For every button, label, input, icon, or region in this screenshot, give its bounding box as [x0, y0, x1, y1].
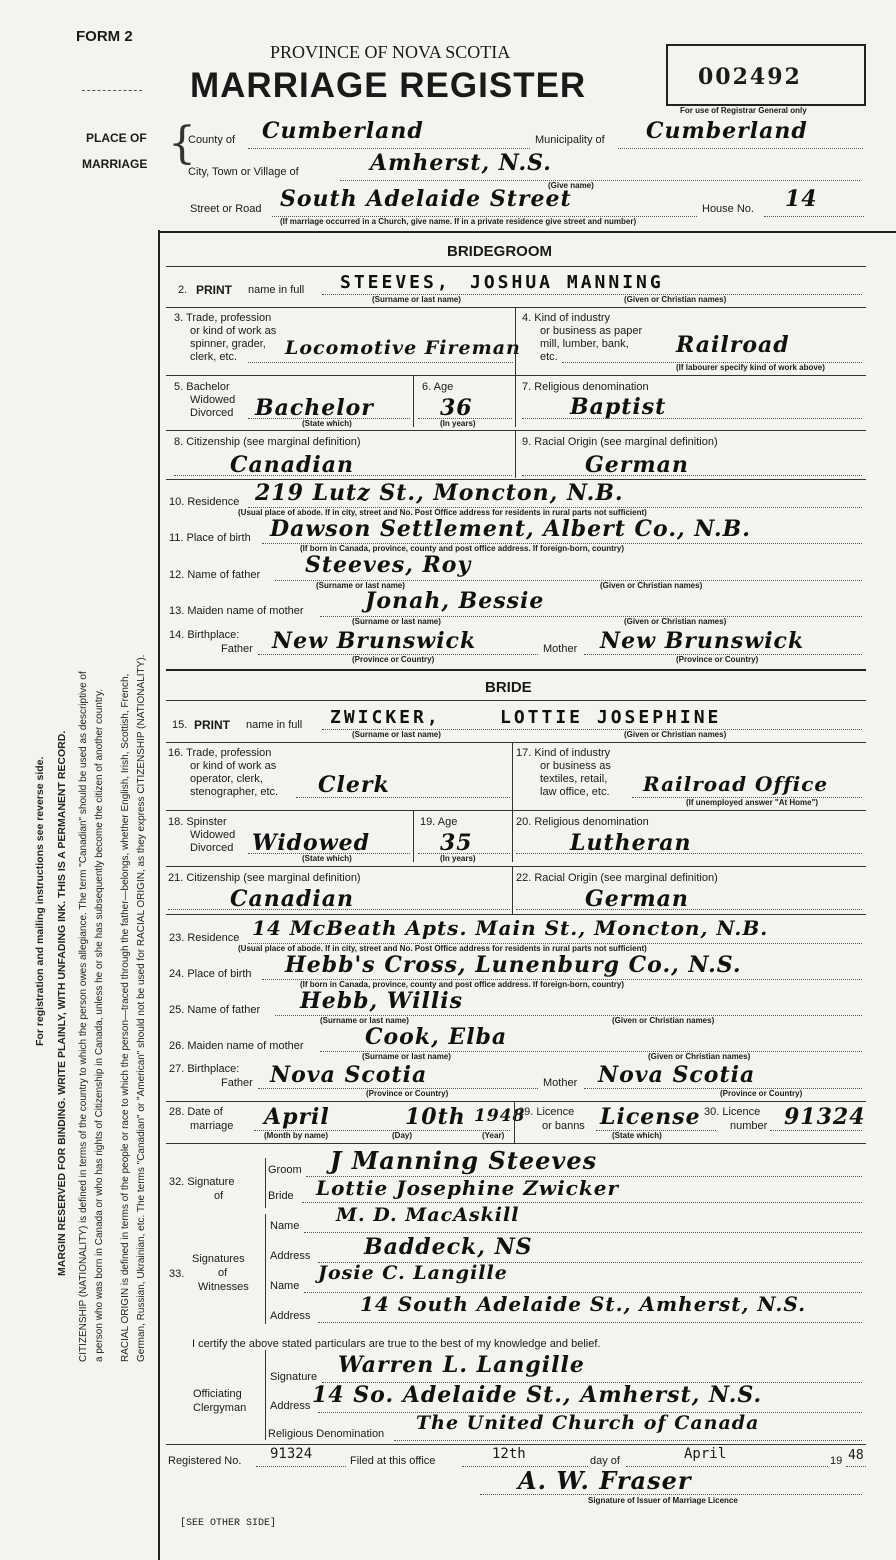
- br-religion-label: 20. Religious denomination: [516, 816, 649, 828]
- licence-caption: (State which): [612, 1131, 662, 1140]
- br-racial-label: 22. Racial Origin (see marginal definition): [516, 872, 718, 884]
- witness-label-1: Signatures: [192, 1253, 245, 1265]
- bg-racial-value: German: [585, 452, 689, 478]
- br-racial-value: German: [585, 886, 689, 912]
- br-bp-label: 27. Birthplace:: [169, 1063, 240, 1075]
- bg-bp-father-value: New Brunswick: [272, 628, 477, 654]
- county-value: Cumberland: [262, 118, 424, 144]
- witness2-name-label: Name: [270, 1280, 300, 1292]
- br-industry-value: Railroad Office: [643, 772, 829, 796]
- br-residence-value: 14 McBeath Apts. Main St., Moncton, N.B.: [252, 916, 769, 940]
- give-name-caption: (Give name): [548, 181, 594, 190]
- bg-bp-father-caption: (Province or Country): [352, 655, 435, 664]
- bg-status-l3: Divorced: [190, 407, 234, 419]
- bg-mother-label: 13. Maiden name of mother: [169, 605, 304, 617]
- br-citizenship-label: 21. Citizenship (see marginal definition): [168, 872, 361, 884]
- house-value: 14: [785, 186, 818, 212]
- bg-trade-l2: or kind of work as: [190, 325, 277, 337]
- margin-line-5: RACIAL ORIGIN is defined in terms of the people or race to which the person—traced through the father—belongs, whether English, Irish, Scottish, French,: [120, 673, 131, 1362]
- br-name-print: PRINT: [194, 718, 230, 732]
- filed-year-prefix: 19: [830, 1455, 843, 1467]
- br-trade-label: [168, 747, 278, 799]
- br-bp-father-label: Father: [221, 1077, 253, 1089]
- bg-birthplace-label: 11. Place of birth: [169, 532, 251, 544]
- br-ind-l4: law office, etc.: [540, 786, 610, 798]
- br-birthplace-caption: (If born in Canada, province, county and post office address. If foreign-born, country): [300, 980, 625, 989]
- day-of-label: day of: [590, 1455, 620, 1467]
- groom-signature: J Manning Steeves: [330, 1146, 598, 1175]
- br-status-label: [168, 816, 235, 855]
- filed-year-suffix: 48: [848, 1448, 864, 1463]
- clergy-address-label: Address: [270, 1400, 311, 1412]
- witness1-address: Baddeck, NS: [364, 1234, 533, 1260]
- br-age-label: 19. Age: [420, 816, 458, 828]
- county-label: County of: [188, 134, 236, 146]
- bg-father-label: 12. Name of father: [169, 569, 261, 581]
- bg-surname: STEEVES,: [340, 272, 451, 293]
- bg-ind-l4: etc.: [540, 351, 558, 363]
- province-heading: PROVINCE OF NOVA SCOTIA: [270, 42, 511, 62]
- bg-father-given-caption: (Given or Christian names): [600, 581, 703, 590]
- bg-bp-mother-value: New Brunswick: [600, 628, 805, 654]
- bg-age-label: 6. Age: [422, 381, 454, 393]
- bg-citizenship-label: 8. Citizenship (see marginal definition): [174, 436, 361, 448]
- licence-value: License: [600, 1104, 701, 1130]
- street-label: Street or Road: [190, 203, 262, 215]
- margin-line-6: German, Russian, Ukrainian, etc. The terms "Canadian" or "American" should not be used for RACIAL ORIGIN, as they express CITIZENSHIP (NATIONALITY).: [136, 654, 147, 1362]
- br-trade-value: Clerk: [318, 772, 390, 798]
- br-name-label: name in full: [246, 719, 303, 731]
- licence-num-value: 91324: [784, 1104, 866, 1130]
- bg-ind-l3: mill, lumber, bank,: [540, 338, 629, 350]
- filed-month: April: [684, 1446, 727, 1462]
- licence-label-2: or banns: [542, 1120, 585, 1132]
- br-mother-given-caption: (Given or Christian names): [648, 1052, 751, 1061]
- marriage-year: 1948: [474, 1106, 526, 1126]
- bg-trade-l4: clerk, etc.: [190, 351, 238, 363]
- filed-label: Filed at this office: [350, 1455, 436, 1467]
- registrar-note: For use of Registrar General only: [680, 106, 807, 115]
- br-birthplace-value: Hebb's Cross, Lunenburg Co., N.S.: [285, 952, 742, 978]
- br-citizenship-value: Canadian: [230, 886, 355, 912]
- bridegroom-heading: BRIDEGROOM: [447, 243, 552, 260]
- street-value: South Adelaide Street: [280, 186, 572, 212]
- groom-label: Groom: [268, 1164, 302, 1176]
- municipality-value: Cumberland: [646, 118, 808, 144]
- day-caption: (Day): [392, 1131, 413, 1140]
- bg-father-value: Steeves, Roy: [305, 552, 472, 578]
- bg-status-caption: (State which): [302, 419, 352, 428]
- bg-residence-label: 10. Residence: [169, 496, 240, 508]
- issuer-signature: A. W. Fraser: [518, 1466, 692, 1495]
- margin-line-2: MARGIN RESERVED FOR BINDING. WRITE PLAINLY, WITH UNFADING INK. THIS IS A PERMANENT RECORD.: [56, 730, 68, 1276]
- bg-citizenship-value: Canadian: [230, 452, 355, 478]
- br-mother-value: Cook, Elba: [365, 1024, 508, 1050]
- clergy-address: 14 So. Adelaide St., Amherst, N.S.: [312, 1382, 763, 1408]
- sig-label-1: 32. Signature: [169, 1176, 235, 1188]
- bg-father-surname-caption: (Surname or last name): [316, 581, 405, 590]
- licence-num-label-1: 30. Licence: [704, 1106, 761, 1118]
- witness1-name: M. D. MacAskill: [336, 1204, 520, 1226]
- br-bp-mother-caption: (Province or Country): [720, 1089, 803, 1098]
- br-surname: ZWICKER,: [330, 707, 441, 728]
- bg-mother-value: Jonah, Bessie: [365, 588, 545, 614]
- officiating-label-1: Officiating: [193, 1388, 242, 1400]
- br-trade-l1: 16. Trade, profession: [168, 747, 272, 759]
- form-label: FORM 2: [76, 28, 133, 45]
- bg-given-caption: (Given or Christian names): [624, 295, 727, 304]
- br-father-surname-caption: (Surname or last name): [320, 1016, 409, 1025]
- br-given-caption: (Given or Christian names): [624, 730, 727, 739]
- clergy-signature: Warren L. Langille: [338, 1352, 585, 1378]
- br-ind-l1: 17. Kind of industry: [516, 747, 611, 759]
- city-value: Amherst, N.S.: [370, 150, 552, 176]
- bg-trade-l1: 3. Trade, profession: [174, 312, 272, 324]
- bg-bp-mother-caption: (Province or Country): [676, 655, 759, 664]
- denomination-label: Religious Denomination: [268, 1428, 385, 1440]
- br-given: LOTTIE JOSEPHINE: [500, 707, 722, 728]
- margin-line-4: a person who was born in Canada or who has rights of Citizenship in Canada, unless he or she has subsequently become the citizen of another country.: [94, 689, 105, 1362]
- bg-name-print: PRINT: [196, 283, 232, 297]
- church-note: (If marriage occurred in a Church, give name. If in a private residence give street and number): [280, 217, 637, 226]
- date-label-2: marriage: [190, 1120, 234, 1132]
- bg-mother-given-caption: (Given or Christian names): [624, 617, 727, 626]
- bg-religion-label: 7. Religious denomination: [522, 381, 649, 393]
- officiating-label-2: Clergyman: [193, 1402, 247, 1414]
- br-ind-l3: textiles, retail,: [540, 773, 608, 785]
- witness1-address-label: Address: [270, 1250, 311, 1262]
- br-status-l2: Widowed: [190, 829, 236, 841]
- bg-trade-label: [174, 312, 276, 364]
- bg-industry-label: [522, 312, 642, 364]
- br-ind-l2: or business as: [540, 760, 611, 772]
- witness2-name: Josie C. Langille: [318, 1262, 508, 1284]
- br-residence-caption: (Usual place of abode. If in city, street and No. Post Office address for residents in rural parts not sufficient): [238, 944, 647, 953]
- br-religion-value: Lutheran: [570, 830, 692, 856]
- bg-given: JOSHUA MANNING: [470, 272, 664, 293]
- bg-bp-mother-label: Mother: [543, 643, 578, 655]
- marriage-day: 10th: [405, 1104, 466, 1130]
- witness2-address-label: Address: [270, 1310, 311, 1322]
- witness-label-3: Witnesses: [198, 1281, 249, 1293]
- br-trade-l4: stenographer, etc.: [190, 786, 279, 798]
- br-status-l3: Divorced: [190, 842, 234, 854]
- bg-mother-surname-caption: (Surname or last name): [352, 617, 441, 626]
- denomination-value: The United Church of Canada: [416, 1412, 760, 1434]
- br-status-caption: (State which): [302, 854, 352, 863]
- bg-residence-caption: (Usual place of abode. If in city, street and No. Post Office address for residents in rural parts not sufficient): [238, 508, 647, 517]
- register-number: 002492: [698, 64, 802, 90]
- marriage-month: April: [264, 1104, 330, 1130]
- br-name-num: 15.: [172, 719, 188, 731]
- filed-day: 12th: [492, 1446, 526, 1462]
- place-label: PLACE OF: [86, 131, 147, 145]
- bg-status-label: [174, 381, 235, 420]
- br-bp-mother-label: Mother: [543, 1077, 578, 1089]
- br-surname-caption: (Surname or last name): [352, 730, 441, 739]
- year-caption: (Year): [482, 1131, 505, 1140]
- br-age-caption: (In years): [440, 854, 476, 863]
- br-father-value: Hebb, Willis: [300, 988, 464, 1014]
- br-industry-label: [516, 747, 611, 799]
- bg-age-caption: (In years): [440, 419, 476, 428]
- dash-mark: [82, 90, 142, 91]
- br-industry-caption: (If unemployed answer "At Home"): [686, 798, 819, 807]
- sig-label-2: of: [214, 1190, 224, 1202]
- register-number-box: [666, 44, 866, 106]
- br-status-l1: 18. Spinster: [168, 816, 227, 828]
- house-label: House No.: [702, 203, 754, 215]
- br-father-label: 25. Name of father: [169, 1004, 261, 1016]
- margin-line-1: For registration and mailing instructions see reverse side.: [34, 756, 46, 1046]
- bg-status-l2: Widowed: [190, 394, 236, 406]
- date-label-1: 28. Date of: [169, 1106, 223, 1118]
- see-other-side: [SEE OTHER SIDE]: [180, 1518, 277, 1529]
- br-residence-label: 23. Residence: [169, 932, 240, 944]
- br-birthplace-label: 24. Place of birth: [169, 968, 252, 980]
- bg-status-l1: 5. Bachelor: [174, 381, 230, 393]
- bg-birthplace-caption: (If born in Canada, province, county and post office address. If foreign-born, country): [300, 544, 625, 553]
- bg-age-value: 36: [440, 395, 473, 421]
- bg-religion-value: Baptist: [570, 394, 667, 420]
- witness-label-2: of: [218, 1267, 228, 1279]
- bg-ind-l2: or business as paper: [540, 325, 643, 337]
- month-caption: (Month by name): [264, 1131, 328, 1140]
- witness2-address: 14 South Adelaide St., Amherst, N.S.: [360, 1292, 807, 1316]
- bg-name-label: name in full: [248, 284, 305, 296]
- br-bp-father-value: Nova Scotia: [270, 1062, 428, 1088]
- bg-industry-value: Railroad: [676, 332, 790, 358]
- bg-surname-caption: (Surname or last name): [372, 295, 461, 304]
- br-status-value: Widowed: [252, 830, 371, 856]
- licence-label-1: 29. Licence: [518, 1106, 575, 1118]
- bride-signature: Lottie Josephine Zwicker: [316, 1176, 620, 1200]
- clergy-signature-label: Signature: [270, 1371, 318, 1383]
- frame-left-line: [158, 230, 160, 1560]
- witness-num: 33.: [169, 1268, 185, 1280]
- issuer-caption: Signature of Issuer of Marriage Licence: [588, 1496, 738, 1505]
- br-mother-label: 26. Maiden name of mother: [169, 1040, 304, 1052]
- br-father-given-caption: (Given or Christian names): [612, 1016, 715, 1025]
- marriage-label: MARRIAGE: [82, 157, 148, 171]
- bg-trade-l3: spinner, grader,: [190, 338, 266, 350]
- bride-heading: BRIDE: [485, 679, 532, 696]
- bg-bp-father-label: Father: [221, 643, 253, 655]
- bride-label: Bride: [268, 1190, 294, 1202]
- br-bp-mother-value: Nova Scotia: [598, 1062, 756, 1088]
- bg-industry-caption: (If labourer specify kind of work above): [676, 363, 825, 372]
- bg-trade-value: Locomotive Fireman: [285, 337, 521, 359]
- br-age-value: 35: [440, 830, 473, 856]
- page-title: MARRIAGE REGISTER: [190, 66, 587, 105]
- bg-name-num: 2.: [178, 284, 188, 296]
- br-trade-l2: or kind of work as: [190, 760, 277, 772]
- bg-racial-label: 9. Racial Origin (see marginal definition): [522, 436, 718, 448]
- br-trade-l3: operator, clerk,: [190, 773, 263, 785]
- registered-value: 91324: [270, 1446, 313, 1462]
- bg-bp-label: 14. Birthplace:: [169, 629, 240, 641]
- br-mother-surname-caption: (Surname or last name): [362, 1052, 451, 1061]
- br-bp-father-caption: (Province or Country): [366, 1089, 449, 1098]
- bg-residence-value: 219 Lutz St., Moncton, N.B.: [255, 480, 624, 506]
- margin-line-3: CITIZENSHIP (NATIONALITY) is defined in terms of the country to which the person owes allegiance. The term "Canadian" should be used as descriptive of: [78, 671, 89, 1362]
- bg-status-value: Bachelor: [255, 395, 374, 421]
- brace-icon: {: [168, 118, 196, 169]
- licence-num-label-2: number: [730, 1120, 768, 1132]
- witness1-name-label: Name: [270, 1220, 300, 1232]
- city-label: City, Town or Village of: [188, 166, 299, 178]
- bg-ind-l1: 4. Kind of industry: [522, 312, 611, 324]
- registered-label: Registered No.: [168, 1455, 242, 1467]
- certify-text: I certify the above stated particulars are true to the best of my knowledge and belief.: [192, 1338, 601, 1350]
- municipality-label: Municipality of: [535, 134, 605, 146]
- bg-birthplace-value: Dawson Settlement, Albert Co., N.B.: [270, 516, 751, 542]
